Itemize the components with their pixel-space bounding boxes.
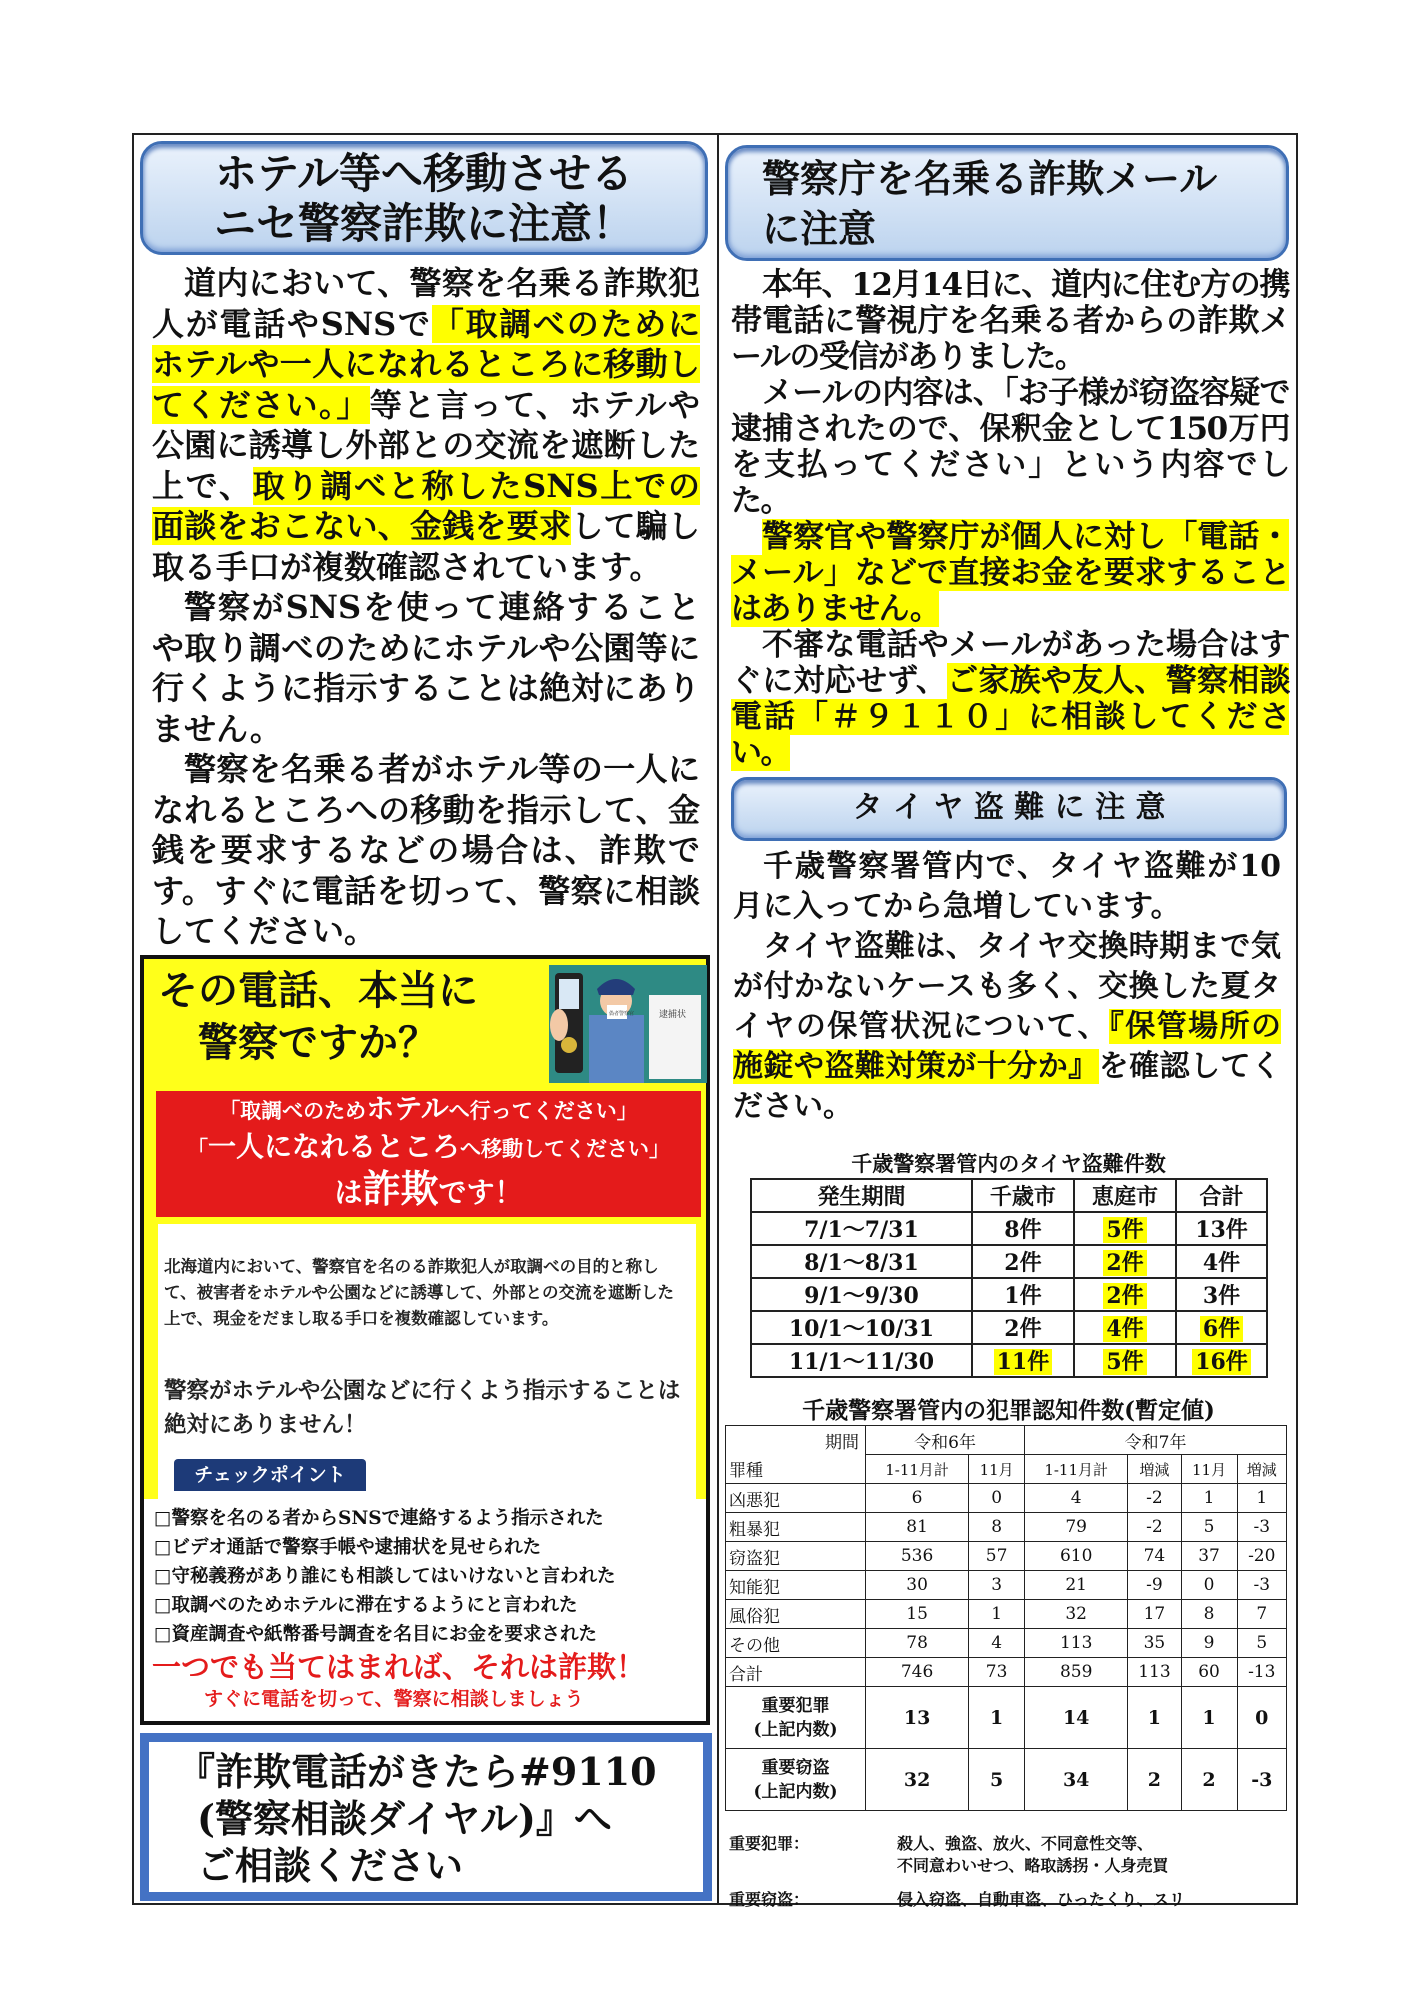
table-cell: -20 xyxy=(1237,1542,1286,1571)
table-cell: -9 xyxy=(1128,1571,1181,1600)
table-row xyxy=(726,1484,1287,1513)
table-row xyxy=(726,1600,1287,1629)
highlighted-text: 警察官や警察庁が個人に対し「電話・メール」などで直接お金を要求することはありません。 xyxy=(731,519,1289,627)
table-cell: 2 xyxy=(1128,1749,1181,1811)
right-body-text xyxy=(731,267,1289,771)
table-cell xyxy=(1176,1245,1267,1278)
highlighted-text: 「取調べのためにホテルや一人になれるところに移動してください。」 xyxy=(152,304,700,424)
text-segment: 不審な電話やメールがあった場合はすぐに対応せず、 xyxy=(731,627,1289,699)
dial-line: ご相談ください xyxy=(197,1843,464,1888)
table-cell: 3 xyxy=(969,1571,1025,1600)
red-text-large: ホテル xyxy=(366,1092,449,1125)
poster-info-panel xyxy=(158,1224,696,1499)
table-cell: 21 xyxy=(1025,1571,1128,1600)
cell-value: 8件 xyxy=(1004,1217,1042,1243)
crime-stats-table xyxy=(725,1425,1287,1811)
paragraph xyxy=(731,267,1289,375)
column-subheader: 1-11月計 xyxy=(1025,1455,1128,1484)
paragraph xyxy=(733,927,1281,1127)
table-cell xyxy=(751,1278,972,1311)
table-cell: -3 xyxy=(1237,1513,1286,1542)
table-cell: 1 xyxy=(1128,1687,1181,1749)
table-cell: 113 xyxy=(1025,1629,1128,1658)
text-segment: 警察を名乗る者がホテル等の一人になれるところへの移動を指示して、金銭を要求するなどの場合は、詐欺です。すぐに電話を切って、警察に相談してください。 xyxy=(152,750,700,950)
poster-title-line: 警察ですか？ xyxy=(198,1020,438,1066)
table-row xyxy=(751,1344,1267,1377)
table-cell: 1 xyxy=(1237,1484,1286,1513)
table-cell xyxy=(751,1212,972,1245)
column-header: 恵庭市 xyxy=(1074,1179,1176,1212)
table-cell: 32 xyxy=(866,1749,969,1811)
note-value xyxy=(897,1889,1185,1911)
table-cell: 30 xyxy=(866,1571,969,1600)
table-cell: 32 xyxy=(1025,1600,1128,1629)
newsletter-frame xyxy=(132,133,1298,1909)
poster-emphasis: 警察がホテルや公園などに行くよう指示することは絶対にありません！ xyxy=(164,1378,681,1438)
table-cell: 14 xyxy=(1025,1687,1128,1749)
table-cell: 34 xyxy=(1025,1749,1128,1811)
table-header-row xyxy=(726,1426,1287,1455)
red-line xyxy=(156,1167,701,1217)
paragraph xyxy=(152,587,700,749)
cell-value: 8/1～8/31 xyxy=(804,1250,919,1276)
table-cell: 859 xyxy=(1025,1658,1128,1687)
checklist-item: □ビデオ通話で警察手帳や逮捕状を見せられた xyxy=(154,1537,542,1558)
crime-table-title: 千歳警察署管内の犯罪認知件数(暫定値) xyxy=(802,1397,1215,1424)
checklist-item: □守秘義務があり誰にも相談してはいけないと言われた xyxy=(154,1566,616,1587)
red-text-large: 一人になれるところ xyxy=(207,1130,460,1163)
text-segment: して騙し取る手口が複数確認されています。 xyxy=(152,507,700,586)
tire-body-text xyxy=(733,847,1281,1127)
tire-theft-header xyxy=(731,777,1287,841)
red-text: は xyxy=(334,1176,363,1209)
row-label: 風俗犯 xyxy=(726,1600,866,1629)
red-text: 「 xyxy=(186,1137,208,1161)
tire-theft-table xyxy=(750,1178,1268,1378)
table-cell: 1 xyxy=(1181,1687,1237,1749)
checklist xyxy=(154,1504,709,1649)
row-label: 粗暴犯 xyxy=(726,1513,866,1542)
cell-value: 9/1～9/30 xyxy=(804,1283,919,1309)
table-cell: 2 xyxy=(1181,1749,1237,1811)
table-cell: -2 xyxy=(1128,1513,1181,1542)
table-cell: 746 xyxy=(866,1658,969,1687)
column-subheader: 11月 xyxy=(1181,1455,1237,1484)
text-segment: 本年、12月14日に、道内に住む方の携帯電話に警視庁を名乗る者からの詐欺メールの受信がありました。 xyxy=(731,267,1289,375)
cell-value: 7/1～7/31 xyxy=(804,1217,919,1243)
column-subheader: 1-11月計 xyxy=(866,1455,969,1484)
column-subheader: 11月 xyxy=(969,1455,1025,1484)
table-cell: 4 xyxy=(1025,1484,1128,1513)
red-text: 「取調べのため xyxy=(219,1099,367,1123)
table-cell xyxy=(972,1278,1074,1311)
dial-line: 『詐欺電話がきたら#9110 xyxy=(177,1749,657,1794)
table-cell: 5 xyxy=(1237,1629,1286,1658)
poster-warning xyxy=(152,1649,707,1713)
table-row-important xyxy=(726,1749,1287,1811)
row-label-sub: (上記内数) xyxy=(753,1719,838,1740)
cell-value: 4件 xyxy=(1202,1250,1241,1276)
tire-table-title: 千歳警察署管内のタイヤ盗難件数 xyxy=(851,1151,1166,1176)
red-text: へ移動してください」 xyxy=(460,1137,670,1161)
table-cell: -3 xyxy=(1237,1571,1286,1600)
row-label-main: 重要犯罪 xyxy=(761,1695,830,1716)
advice-text: すぐに電話を切って、警察に相談しましょう xyxy=(204,1688,584,1710)
table-row xyxy=(726,1658,1287,1687)
row-label: その他 xyxy=(726,1629,866,1658)
table-cell: 9 xyxy=(1181,1629,1237,1658)
table-cell: 4 xyxy=(969,1629,1025,1658)
table-cell: 113 xyxy=(1128,1658,1181,1687)
note-row xyxy=(729,1833,1289,1877)
table-cell xyxy=(1074,1245,1176,1278)
arrest-warrant-label: 逮捕状 xyxy=(659,1010,687,1020)
paragraph xyxy=(731,627,1289,771)
cell-value: 2件 xyxy=(1004,1316,1042,1342)
poster-description: 北海道内において、警察官を名のる詐欺犯人が取調べの目的と称して、被害者をホテルや公園などに誘導して、外部との交流を遮断した上で、現金をだまし取る手口を複数確認しています。 xyxy=(164,1257,675,1328)
table-cell: 8 xyxy=(969,1513,1025,1542)
table-cell: 7 xyxy=(1237,1600,1286,1629)
text-segment: メールの内容は、「お子様が窃盗容疑で逮捕されたので、保釈金として150万円を支払ってください」という内容でした。 xyxy=(731,375,1289,519)
highlighted-text: 取り調べと称したSNS上での面談をおこない、金銭を要求 xyxy=(152,466,700,545)
table-cell: -13 xyxy=(1237,1658,1286,1687)
checklist-item: □警察を名のる者からSNSで連絡するよう指示された xyxy=(154,1508,604,1529)
red-text: へ行ってください」 xyxy=(448,1099,638,1123)
header-line: に注意 xyxy=(762,206,877,251)
note-line: 殺人、強盗、放火、不同意性交等、 xyxy=(897,1834,1154,1853)
paragraph xyxy=(152,749,700,952)
table-header-row xyxy=(751,1179,1267,1212)
row-label: 窃盗犯 xyxy=(726,1542,866,1571)
column-header: 発生期間 xyxy=(751,1179,972,1212)
fraud-warning-poster xyxy=(140,955,710,1725)
poster-title xyxy=(158,965,478,1069)
row-label: 合計 xyxy=(726,1658,866,1687)
note-key: 重要窃盗： xyxy=(729,1890,810,1909)
header-line: ホテル等へ移動させる xyxy=(215,149,633,198)
right-column xyxy=(719,135,1298,1909)
table-cell: 17 xyxy=(1128,1600,1181,1629)
highlighted-text: ご家族や友人、警察相談電話「＃９１１０」に相談してください。 xyxy=(731,663,1289,771)
cell-value: 10/1～10/31 xyxy=(788,1316,935,1342)
row-label-sub: (上記内数) xyxy=(753,1781,838,1802)
table-cell: 81 xyxy=(866,1513,969,1542)
table-cell xyxy=(751,1344,972,1377)
table-row xyxy=(726,1513,1287,1542)
table-cell xyxy=(1176,1311,1267,1344)
table-cell: 0 xyxy=(1237,1687,1286,1749)
row-label xyxy=(726,1749,866,1811)
poster-red-banner xyxy=(156,1091,701,1217)
year2-header: 令和7年 xyxy=(1025,1426,1287,1455)
cell-value: 11件 xyxy=(994,1349,1053,1375)
table-row xyxy=(751,1212,1267,1245)
red-line xyxy=(156,1091,701,1129)
fake-police-illustration xyxy=(549,965,707,1083)
table-cell: 37 xyxy=(1181,1542,1237,1571)
table-cell: 57 xyxy=(969,1542,1025,1571)
period-label: 期間 xyxy=(726,1426,866,1455)
year1-header: 令和6年 xyxy=(866,1426,1025,1455)
left-body-text xyxy=(152,263,700,952)
row-label: 知能犯 xyxy=(726,1571,866,1600)
table-cell: 5 xyxy=(1181,1513,1237,1542)
note-key: 重要犯罪： xyxy=(729,1834,810,1853)
note-line: 不同意わいせつ、略取誘拐・人身売買 xyxy=(897,1856,1169,1875)
table-cell: 0 xyxy=(969,1484,1025,1513)
cell-value: 2件 xyxy=(1103,1250,1146,1276)
table-cell xyxy=(751,1311,972,1344)
table-cell xyxy=(1176,1212,1267,1245)
tire-header-text: タ イ ヤ 盗 難 に 注 意 xyxy=(852,790,1166,825)
cell-value: 11/1～11/30 xyxy=(788,1349,935,1375)
table-cell: 1 xyxy=(969,1687,1025,1749)
paragraph xyxy=(731,519,1289,627)
paragraph xyxy=(731,375,1289,519)
warning-text: 一つでも当てはまれば、それは詐欺！ xyxy=(152,1650,646,1684)
dial-line: (警察相談ダイヤル)』へ xyxy=(197,1796,612,1841)
column-header: 合計 xyxy=(1176,1179,1267,1212)
table-cell: 536 xyxy=(866,1542,969,1571)
cell-value: 6件 xyxy=(1200,1316,1243,1342)
text-segment: タイヤ盗難は、タイヤ交換時期まで気が付かないケースも多く、交換した夏タイヤの保管状況について、 xyxy=(733,929,1281,1044)
header-line: 警察庁を名乗る詐欺メール xyxy=(762,156,1218,201)
table-cell: 5 xyxy=(969,1749,1025,1811)
paragraph xyxy=(152,263,700,587)
table-cell: -2 xyxy=(1128,1484,1181,1513)
table-cell xyxy=(751,1245,972,1278)
cell-value: 5件 xyxy=(1103,1217,1146,1243)
note-line: 侵入窃盗、自動車盗、ひったくり、スリ xyxy=(897,1890,1186,1909)
highlighted-text: 『保管場所の施錠や盗難対策が十分か』 xyxy=(733,1009,1281,1084)
paragraph xyxy=(733,847,1281,927)
cell-value: 2件 xyxy=(1103,1283,1146,1309)
column-header: 千歳市 xyxy=(972,1179,1074,1212)
row-label xyxy=(726,1687,866,1749)
table-cell xyxy=(1176,1278,1267,1311)
table-cell xyxy=(972,1311,1074,1344)
left-section-header xyxy=(140,141,708,255)
note-value xyxy=(897,1833,1168,1877)
table-row xyxy=(726,1571,1287,1600)
checkpoint-label: チェックポイント xyxy=(174,1459,366,1491)
table-cell: 6 xyxy=(866,1484,969,1513)
cell-value: 1件 xyxy=(1004,1283,1042,1309)
table-cell: 0 xyxy=(1181,1571,1237,1600)
checklist-item: □取調べのためホテルに滞在するようにと言われた xyxy=(154,1595,578,1616)
table-cell: 79 xyxy=(1025,1513,1128,1542)
type-label: 罪種 xyxy=(726,1455,866,1484)
table-row xyxy=(751,1245,1267,1278)
table-cell xyxy=(1074,1311,1176,1344)
text-segment: 警察がSNSを使って連絡することや取り調べのためにホテルや公園等に行くように指示することは絶対にありません。 xyxy=(152,588,700,748)
table-cell xyxy=(1176,1344,1267,1377)
poster-title-line: その電話、本当に xyxy=(158,968,478,1014)
table-row xyxy=(726,1629,1287,1658)
table-row xyxy=(751,1311,1267,1344)
text-segment: 等と言って、ホテルや公園に誘導し外部との交流を遮断した上で、 xyxy=(152,385,700,505)
table-cell xyxy=(1074,1278,1176,1311)
red-line xyxy=(156,1129,701,1167)
table-subheader-row xyxy=(726,1455,1287,1484)
cell-value: 2件 xyxy=(1004,1250,1042,1276)
column-subheader: 増減 xyxy=(1128,1455,1181,1484)
table-cell xyxy=(972,1245,1074,1278)
consultation-dial-box xyxy=(140,1733,712,1901)
red-text-huge: 詐欺 xyxy=(362,1167,439,1211)
table-row xyxy=(751,1278,1267,1311)
table-cell xyxy=(972,1344,1074,1377)
note-row xyxy=(729,1889,1289,1911)
table-cell xyxy=(972,1212,1074,1245)
table-cell: -3 xyxy=(1237,1749,1286,1811)
table-row-important xyxy=(726,1687,1287,1749)
table-cell: 13 xyxy=(866,1687,969,1749)
table-cell: 1 xyxy=(1181,1484,1237,1513)
table-cell: 73 xyxy=(969,1658,1025,1687)
cell-value: 4件 xyxy=(1103,1316,1146,1342)
text-segment: を確認してください。 xyxy=(733,1049,1282,1124)
column-subheader: 増減 xyxy=(1237,1455,1286,1484)
text-segment: 千歳警察署管内で、タイヤ盗難が10月に入ってから急増しています。 xyxy=(733,849,1281,924)
badge-label: 偽者警察官 xyxy=(609,1011,635,1017)
cell-value: 13件 xyxy=(1195,1217,1248,1243)
table-notes xyxy=(729,1833,1289,1923)
left-column xyxy=(134,135,717,1903)
table-cell: 1 xyxy=(969,1600,1025,1629)
cell-value: 3件 xyxy=(1202,1283,1241,1309)
right-section-header xyxy=(725,145,1289,261)
table-cell: 8 xyxy=(1181,1600,1237,1629)
row-label-main: 重要窃盗 xyxy=(761,1757,830,1778)
table-cell: 78 xyxy=(866,1629,969,1658)
header-line: ニセ警察詐欺に注意！ xyxy=(213,199,634,248)
row-label: 凶悪犯 xyxy=(726,1484,866,1513)
table-row xyxy=(726,1542,1287,1571)
cell-value: 16件 xyxy=(1192,1349,1251,1375)
table-cell: 610 xyxy=(1025,1542,1128,1571)
red-text: です！ xyxy=(438,1176,523,1209)
table-cell xyxy=(1074,1344,1176,1377)
table-cell xyxy=(1074,1212,1176,1245)
table-cell: 74 xyxy=(1128,1542,1181,1571)
checklist-item: □資産調査や紙幣番号調査を名目にお金を要求された xyxy=(154,1624,597,1645)
table-cell: 15 xyxy=(866,1600,969,1629)
table-cell: 35 xyxy=(1128,1629,1181,1658)
text-segment: 道内において、警察を名乗る詐欺犯人が電話やSNSで xyxy=(152,264,700,343)
cell-value: 5件 xyxy=(1103,1349,1146,1375)
table-cell: 60 xyxy=(1181,1658,1237,1687)
